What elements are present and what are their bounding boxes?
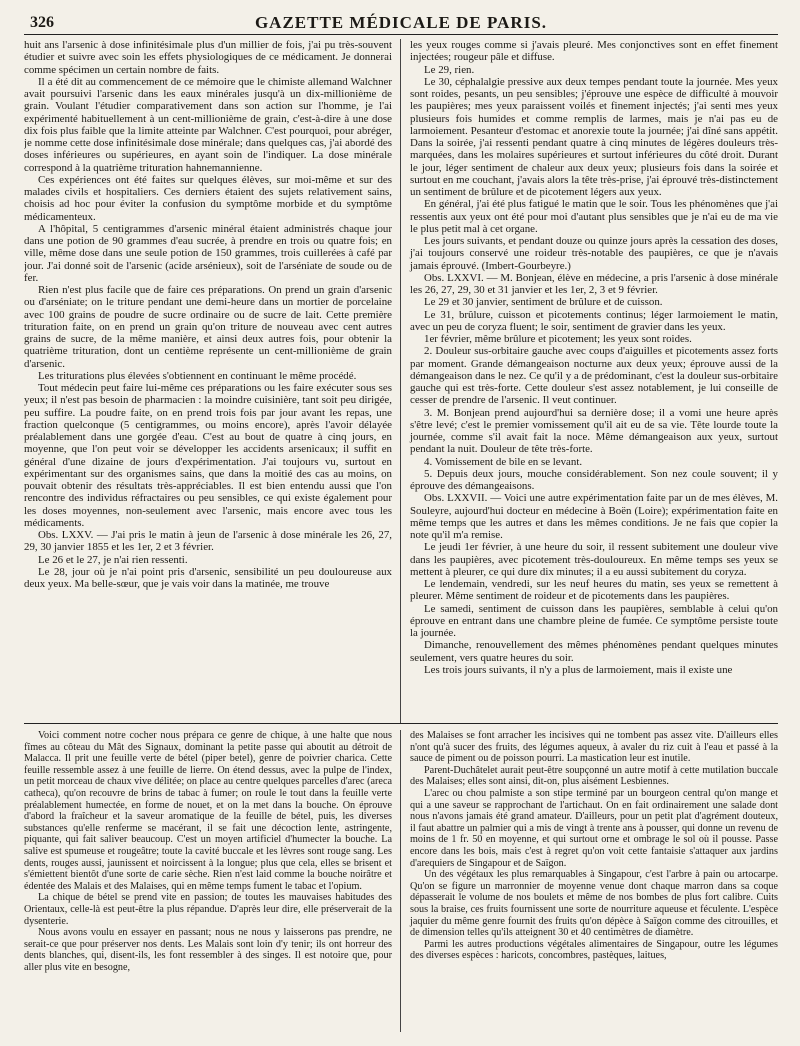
paragraph: Les jours suivants, et pendant douze ou quinze jours après la cessation des doses, j'ai toujours conservé une roideur très-notable des paupières, ce que je n'avais jamais éprouvé. (Imbert-Gourbeyre.)	[410, 235, 778, 272]
paragraph: Le lendemain, vendredi, sur les neuf heures du matin, ses yeux se remettent à pleurer. Même sentiment de roideur et de picotements dans les paupières.	[410, 578, 778, 603]
paragraph: Parmi les autres productions végétales alimentaires de Singapour, outre les légumes des diverses espèces : haricots, concombres, pastèques, laitues,	[410, 938, 778, 962]
observation-heading: Obs. LXXVI. — M. Bonjean, élève en médecine, a pris l'arsenic à dose minérale les 26, 27, 29, 30 et 31 janvier et les 1er, 2, 3 et 9 février.	[410, 271, 778, 296]
paragraph: Le samedi, sentiment de cuisson dans les paupières, semblable à celui qu'on éprouve en entrant dans une chambre pleine de fumée. Ce symptôme persiste toute la journée.	[410, 602, 778, 639]
paragraph: Rien n'est plus facile que de faire ces préparations. On prend un grain d'arsenic ou d'arséniate; on le triture pendant une demi-heure dans un mortier de porcelaine avec 100 grains de poudre de sucre ordinaire ou de sucre de lait. Cette première trituration faite, on en prend un grain qu'on triture de nouveau avec cent autres grains de sucre, de la même manière, et ainsi deux autres fois, pour obtenir la quatrième trituration, dont un centième représente un cent-millionième de grain d'arsenic.	[24, 284, 392, 370]
observation-heading: Obs. LXXVII. — Voici une autre expérimentation faite par un de mes élèves, M. Souleyre, aujourd'hui docteur en médecine à Boën (Loire); expérimentation faite en même temps que les autres et dans les mêmes conditions. Je ne fais que copier la note qu'il m'a remise.	[410, 492, 778, 541]
paragraph: En général, j'ai été plus fatigué le matin que le soir. Tous les phénomènes que j'ai ressentis aux yeux ont été pour moi d'autant plus sensibles que je n'ai eu de ma vie le plus petit mal à cet organe.	[410, 198, 778, 235]
paragraph: Les triturations plus élevées s'obtiennent en continuant le même procédé.	[38, 369, 357, 382]
paragraph: Dimanche, renouvellement des mêmes phénomènes pendant quelques minutes seulement, vers quatre heures du soir.	[410, 639, 778, 664]
paragraph: Ces expériences ont été faites sur quelques élèves, sur moi-même et sur des malades civils et hospitaliers. Ces derniers étaient des sujets relativement sains, choisis ad hoc pour éviter la confusion du symptôme morbide et du symptôme médicamenteux.	[24, 173, 392, 223]
paragraph: Il a été dit au commencement de ce mémoire que le chimiste allemand Walchner avait poursuivi l'arsenic dans les eaux minérales jusqu'à un dix-millionième de grain. Voulant l'étudier comparativement dans son action sur l'homme, je l'ai expérimenté habituellement à un cent-millionième de grain, c'est-à-dire à une dose dix fois plus faible que la limite atteinte par Walchner. C'est pourquoi, pour abréger, je nomme cette dose infinitésimale dose minérale; dans quelques cas, j'ai abordé des doses inférieures ou supérieures, en ayant soin de l'indiquer. La dose minérale correspond à la quatrième trituration hahnemannienne.	[24, 75, 392, 174]
observation-heading: Obs. LXXV. — J'ai pris le matin à jeun de l'arsenic à dose minérale les 26, 27, 29, 30 janvier 1855 et les 1er, 2 et 3 février.	[24, 529, 392, 554]
column-right	[401, 39, 778, 723]
paragraph: Tout médecin peut faire lui-même ces préparations ou les faire exécuter sous ses yeux; il n'est pas besoin de pharmacien : la moindre cuisinière, tant soit peu dirigée, peu suffire. La poudre faite, on en prend trois fois par jour avant les repas, une fraction quelconque (5 centigrammes, ou moins encore), après l'avoir délayée préalablement dans une gorgée d'eau. C'est au bout de quatre à cinq jours, en moyenne, que l'on peut voir se développer les accidents arsenicaux; il suffit en général d'une dizaine de jours d'expérimentation. J'ai toujours vu, surtout en expérimentant sur des organismes sains, que dans la moitié des cas au moins, on pouvait obtenir des résultats très-appréciables. Il est bien entendu aussi que l'on rencontre des individus réfractaires ou peu sensibles, ce qui existe également pour les doses moyennes, non-seulement avec l'arsenic, mais encore avec tous les médicaments.	[24, 382, 392, 529]
paragraph: Le 31, brûlure, cuisson et picotements continus; léger larmoiement le matin, avec un peu de coryza fluent; le soir, sentiment de gravier dans les yeux.	[410, 308, 778, 333]
paragraph: 2. Douleur sus-orbitaire gauche avec coups d'aiguilles et picotements assez forts par moment. Grande démangeaison nocturne aux deux yeux; éprouve aussi de la démangeaison dans le nez. Ce qu'il y a de prédominant, c'est la douleur sus-orbitaire gauche qui est très-forte. Cette douleur s'est assez notablement, je lui conseille de cesser de prendre de l'arsenic. Il veut continuer.	[410, 345, 778, 407]
paragraph: Parent-Duchâtelet aurait peut-être soupçonné un autre motif à cette mutilation buccale des Malaises; elles sont ainsi, dit-on, plus aisément Lesbiennes.	[410, 764, 778, 788]
feuilleton-column-right	[401, 730, 778, 1032]
paragraph: huit ans l'arsenic à dose infinitésimale plus d'un millier de fois, j'ai pu très-souvent étudier et suivre avec soin les effets physiologiques de ce médicament. Je donnerai comme spécimen un certain nombre de faits.	[24, 39, 392, 76]
paragraph: A l'hôpital, 5 centigrammes d'arsenic minéral étaient administrés chaque jour dans une potion de 90 grammes d'eau sucrée, à prendre en trois ou quatre fois; en ville, même dose dans une seule potion de 150 grammes, trois cuillerées à café par jour. J'ai donné soit de l'arsenic (acide arsénieux), soit de l'arséniate de soude ou de fer.	[24, 222, 392, 284]
paragraph: Voici comment notre cocher nous prépara ce genre de chique, à une halte que nous fîmes au côteau du Mât des Signaux, dominant la petite passe qui aboutit au détroit de Malacca. Il prit une feuille verte de bétel (piper betel), genre de poivrier charica. Cette feuille ressemble assez à une feuille de lierre. On étend dessus, avec la pulpe de l'index, un petit morceau de chaux vive délitée; on place au centre quelques parcelles d'arec (areca catheca), qu'on recouvre de brins de tabac à fumer; on roule le tout dans la feuille verte préalablement humectée, en forme de nouet, et on la met dans la bouche. On éprouve d'abord la fraîcheur et la saveur aromatique de la feuille de bétel, puis, les diverses substances qu'elle renferme se macérant, il se fait une décoction lente, astringente, piquante, qui fait saliver beaucoup. C'est un moyen artificiel d'humecter la bouche. La salive est spumeuse et rougeâtre; toute la cavité buccale et les lèvres sont rouge sang. Les dents, rouges aussi, jaunissent et noircissent à la longue; plus que cela, elles se brisent et s'émiettent bientôt d'une sorte de carie sèche. Rien n'est laid comme la bouche noirâtre et édentée des Malais et des Malaises, qui en même temps fument le tabac et l'opium.	[24, 730, 392, 892]
paragraph: les yeux rouges comme si j'avais pleuré. Mes conjonctives sont en effet finement injectées; rougeur pâle et diffuse.	[410, 39, 778, 64]
journal-title: GAZETTE MÉDICALE DE PARIS.	[254, 13, 548, 32]
paragraph: Le 30, céphalalgie pressive aux deux tempes pendant toute la journée. Mes yeux sont roides, pesants, un peu sensibles; j'éprouve une espèce de difficulté à mouvoir les paupières; mes yeux paraissent voilés et finement injectés; j'ai senti mes yeux plusieurs fois humides et comme remplis de larmes, mais je n'ai pas eu de larmoiement. Pesanteur d'estomac et anorexie toute la journée; j'ai dîné sans appétit. Dans la soirée, j'ai ressenti pendant quatre à cinq minutes de légères douleurs très-marquées, dans les molaires supérieures et surtout inférieures du côté droit. Durant le jour, léger sentiment de chaleur aux deux yeux; plusieurs fois dans la soirée et surtout en me couchant, j'avais alors la tête très-prise, j'ai éprouvé très-distinctement un sentiment de brûlure et de picotement légers aux yeux.	[410, 75, 778, 198]
feuilleton-section	[24, 730, 778, 1032]
paragraph: Un des végétaux les plus remarquables à Singapour, c'est l'arbre à pain ou artocarpe. Qu'on se figure un marronnier de moyenne venue dont chaque marron dans sa coque dépasserait le volume de nos boulets et même de nos bombes de plus fort calibre. Cuits sous la braise, ces fruits fournissent une sorte de nourriture aqueuse et féculente. L'espèce jaquier du même genre fournit des fruits qu'on dépèce à Saïgon comme des citrouilles, et de dimension telles qu'ils atteignent 30 et 40 centimètres de diamètre.	[410, 869, 778, 939]
column-left	[24, 39, 401, 723]
page-header	[24, 10, 778, 35]
paragraph: L'arec ou chou palmiste a son stipe terminé par un bourgeon central qu'on mange et qui a une saveur se rapprochant de l'artichaut. On en fait ordinairement une salade dont nous n'avons jamais été grand amateur. D'ailleurs, pour un petit plat d'agrément douteux, il faut abattre un palmier qui a mis de vingt à trente ans à pousser, qui donne un revenu de moins de 1 fr. 50 en moyenne, et qui surtout orne et ombrage le sol où il pousse. Passe encore dans les bois, mais c'est à regret qu'on voit cette fantaisie s'attaquer aux jardins d'arequiers de Singapour et de Saïgon.	[410, 787, 778, 869]
page-number: 326	[30, 14, 54, 31]
paragraph: La chique de bétel se prend vite en passion; de toutes les mauvaises habitudes des Orientaux, celle-là est peut-être la plus répandue. D'après leur dire, elle préserverait de la dysenterie.	[24, 892, 392, 927]
paragraph: 5. Depuis deux jours, mouche considérablement. Son nez coule souvent; il y éprouve des démangeaisons.	[410, 467, 778, 492]
feuilleton-column-left	[24, 730, 401, 1032]
paragraph: Le 26 et le 27, je n'ai rien ressenti.	[38, 553, 188, 566]
paragraph: Le 28, jour où je n'ai point pris d'arsenic, sensibilité un peu douloureuse aux deux yeux. Ma belle-sœur, que je vais voir dans la matinée, me trouve	[24, 565, 392, 590]
paragraph: 3. M. Bonjean prend aujourd'hui sa dernière dose; il a vomi une heure après s'être levé; c'est le premier vomissement qu'il ait eu de sa vie. Tête lourde toute la journée, comme s'il avait fait la noce. Même démangeaison aux yeux, surtout pendant la nuit. Douleur de tête très-forte.	[410, 406, 778, 456]
paragraph: 4. Vomissement de bile en se levant.	[424, 455, 583, 468]
paragraph: Le jeudi 1er février, à une heure du soir, il ressent subitement une douleur vive dans les paupières, avec picotement très-douloureux. En même temps ses yeux se mettent à pleurer, ce qui dure dix minutes; il a eu aussi subitement du coryza.	[410, 541, 778, 578]
paragraph: des Malaises se font arracher les incisives qui ne tombent pas assez vite. D'ailleurs elles n'ont qu'à sucer des fruits, des légumes aqueux, à avaler du riz cuit à l'eau et passé à la sauce de piment ou de poisson pourri. La mastication leur est inutile.	[410, 730, 778, 765]
paragraph: Le 29, rien.	[424, 63, 475, 76]
paragraph: Le 29 et 30 janvier, sentiment de brûlure et de cuisson.	[424, 296, 663, 309]
paragraph: 1er février, même brûlure et picotement; les yeux sont roides.	[424, 333, 692, 345]
paragraph: Nous avons voulu en essayer en passant; nous ne nous y laisserons pas prendre, ne serait-ce que pour préserver nos dents. Les Malais sont loin d'y tenir; ils ont horreur des dents blanches, qui, disent-ils, les font ressembler à des singes. Il est notoire que, pour aller plus vite en besogne,	[24, 927, 392, 973]
paragraph: Les trois jours suivants, il n'y a plus de larmoiement, mais il existe une	[424, 663, 733, 676]
article-section	[24, 39, 778, 724]
